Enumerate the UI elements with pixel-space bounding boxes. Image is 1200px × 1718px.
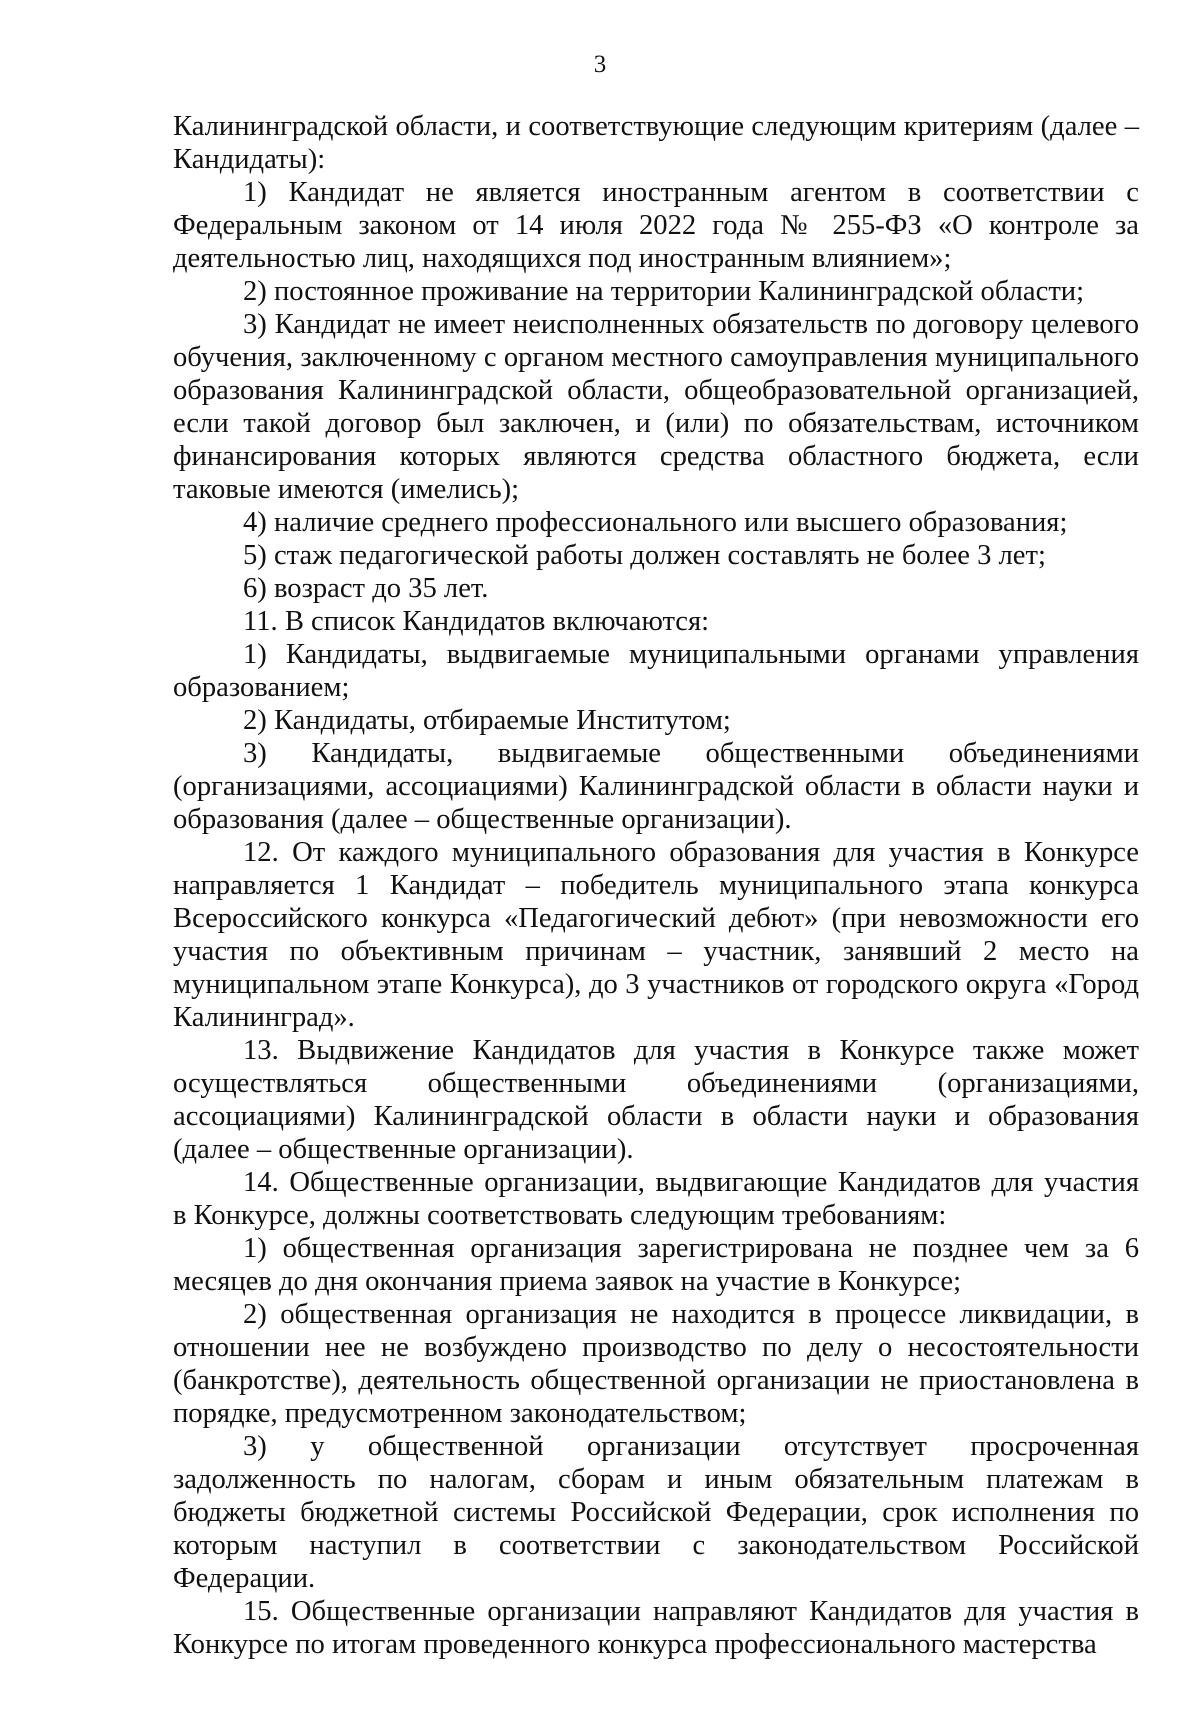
criterion-4-education: 4) наличие среднего профессионального или высшего образования;	[243, 507, 1068, 538]
page-number: 3	[593, 51, 607, 78]
clause-13: 13. Выдвижение Кандидатов для участия в Конкурсе также может осуществляться общественными объединениями (организациями, ассоциациями) Калининградской области в области науки и образования (далее – общественные организации).	[173, 1035, 1139, 1165]
criterion-6-age: 6) возраст до 35 лет.	[243, 573, 489, 604]
clause-12: 12. От каждого муниципального образования для участия в Конкурсе направляется 1 Кандидат – победитель муниципального этапа конкурса Всероссийского конкурса «Педагогический дебют» (при невозможности его участия по объективным причинам – участник, занявший 2 место на муниципальном этапе Конкурса), до 3 участников от городского округа «Город Калининград».	[173, 837, 1139, 1033]
clause-14-item-2: 2) общественная организация не находится в процессе ликвидации, в отношении нее не возбуждено производство по делу о несостоятельности (банкротстве), деятельность общественной организации не приостановлена в порядке, предусмотренном законодательством;	[173, 1299, 1139, 1429]
paragraph-intro-continuation: Калининградской области, и соответствующие следующим критериям (далее – Кандидаты):	[173, 111, 1139, 175]
criterion-5-experience: 5) стаж педагогической работы должен составлять не более 3 лет;	[243, 540, 1046, 571]
clause-11-item-2: 2) Кандидаты, отбираемые Институтом;	[243, 705, 731, 736]
criterion-2-residence: 2) постоянное проживание на территории Калининградской области;	[243, 276, 1085, 307]
criterion-1-foreign-agent: 1) Кандидат не является иностранным агентом в соответствии с Федеральным законом от 14 июля 2022 года № 255-ФЗ «О контроле за деятельностью лиц, находящихся под иностранным влиянием»;	[173, 177, 1139, 274]
clause-11-item-3: 3) Кандидаты, выдвигаемые общественными объединениями (организациями, ассоциациями) Калининградской области в области науки и образования (далее – общественные организации).	[173, 738, 1139, 835]
clause-14-item-3: 3) у общественной организации отсутствует просроченная задолженность по налогам, сборам и иным обязательным платежам в бюджеты бюджетной системы Российской Федерации, срок исполнения по которым наступил в соответствии с законодательством Российской Федерации.	[173, 1431, 1139, 1594]
clause-14: 14. Общественные организации, выдвигающие Кандидатов для участия в Конкурсе, должны соответствовать следующим требованиям:	[173, 1167, 1139, 1231]
clause-11-heading: 11. В список Кандидатов включаются:	[243, 606, 710, 637]
clause-15: 15. Общественные организации направляют Кандидатов для участия в Конкурсе по итогам проведенного конкурса профессионального мастерства	[173, 1596, 1139, 1660]
clause-14-item-1: 1) общественная организация зарегистрирована не позднее чем за 6 месяцев до дня окончания приема заявок на участие в Конкурсе;	[173, 1233, 1139, 1297]
criterion-3-obligations: 3) Кандидат не имеет неисполненных обязательств по договору целевого обучения, заключенному с органом местного самоуправления муниципального образования Калининградской области, общеобразовательной организацией, если такой договор был заключен, и (или) по обязательствам, источником финансирования которых являются средства областного бюджета, если таковые имеются (имелись);	[173, 309, 1139, 505]
document-body	[173, 110, 1139, 1661]
clause-11-item-1: 1) Кандидаты, выдвигаемые муниципальными органами управления образованием;	[173, 639, 1139, 703]
